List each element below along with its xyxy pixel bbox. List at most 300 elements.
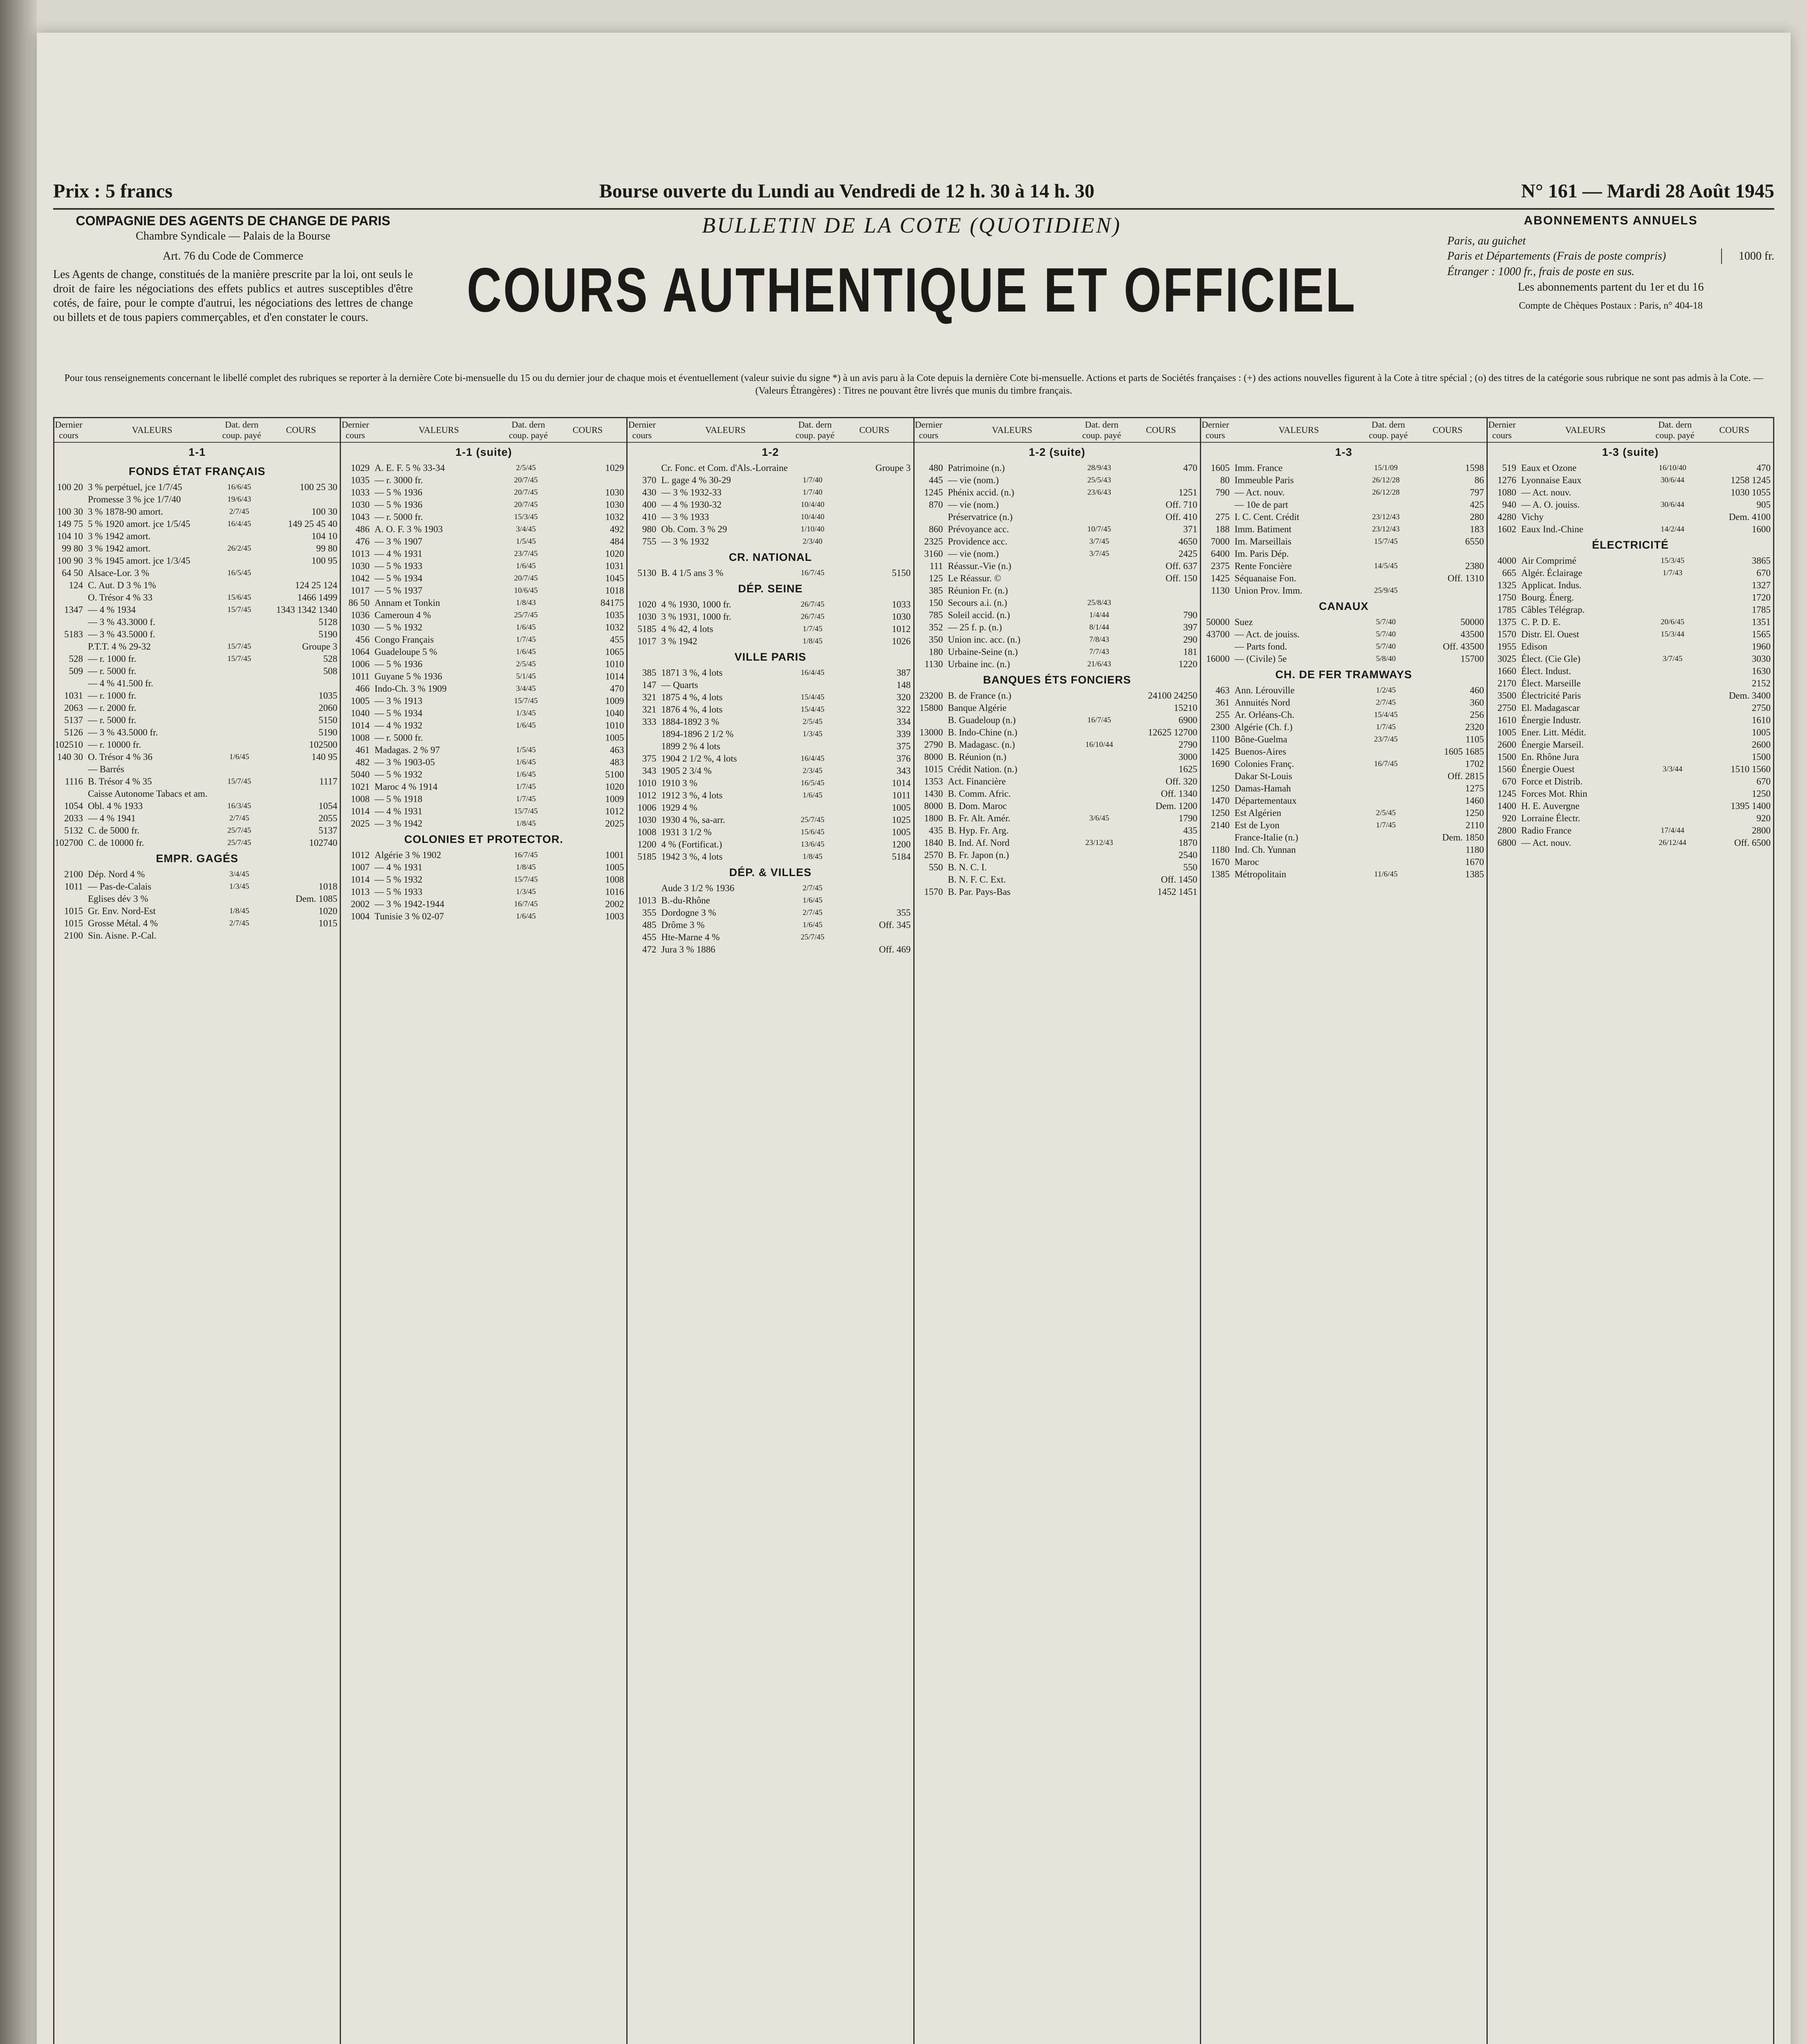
security-name: Soleil accid. (n.)	[948, 610, 1010, 620]
last-price: 361	[1215, 697, 1230, 708]
table-row	[628, 851, 913, 863]
security-name: Ann. Lérouville	[1234, 685, 1295, 695]
quotation	[833, 894, 913, 907]
security-name: Séquanaise Fon.	[1234, 573, 1296, 583]
table-row	[341, 849, 626, 861]
security-name: C. de 10000 fr.	[88, 838, 144, 848]
quotation: 5150	[892, 568, 911, 578]
coupon-date: 2/7/45	[1376, 698, 1396, 707]
last-price	[54, 592, 85, 604]
coupon-date: 2/7/45	[229, 919, 249, 928]
column-header	[628, 418, 913, 443]
coupon-date: 1/7/40	[803, 488, 823, 497]
security-name: B. Guadeloup (n.)	[948, 715, 1016, 725]
last-price: 104 10	[57, 531, 83, 541]
coupon-date: 15/7/45	[227, 605, 251, 614]
table-row	[915, 597, 1200, 609]
coupon-date: 1/7/45	[516, 635, 536, 644]
coupon-date	[1652, 726, 1693, 739]
security-name: 3 % perpétuel, jce 1/7/45	[88, 482, 182, 492]
quotation: 1014	[605, 671, 624, 681]
last-price: 100 20	[57, 482, 83, 492]
table-row	[54, 690, 340, 702]
security-name: — 3 % 43.5000 f.	[88, 629, 155, 639]
security-name: — r. 3000 fr.	[374, 475, 423, 485]
security-name: B. Comm. Afric.	[948, 789, 1011, 799]
security-name: P.T.T. 4 % 29-32	[88, 641, 151, 652]
security-name: — 5 % 1934	[374, 708, 423, 718]
table-row	[54, 518, 340, 530]
table-row	[341, 769, 626, 781]
quotation: 790	[1183, 610, 1197, 620]
last-price: 80	[1220, 475, 1230, 485]
coupon-date: 16/7/45	[514, 851, 538, 859]
table-row	[341, 462, 626, 474]
security-name: Lyonnaise Eaux	[1521, 475, 1582, 485]
table-row	[915, 800, 1200, 812]
security-name: — 5 % 1933	[374, 887, 423, 897]
quotation: 1790	[1178, 813, 1197, 823]
last-price	[54, 677, 85, 690]
last-price: 2375	[1211, 561, 1230, 571]
coupon-date	[1365, 782, 1406, 795]
coupon-date: 5/1/45	[516, 672, 536, 681]
quotation: 2110	[1465, 820, 1484, 830]
coupon-date: 15/7/45	[227, 777, 251, 786]
table-row	[1488, 462, 1773, 474]
coupon-date: 15/3/45	[514, 513, 538, 521]
quotation: 322	[897, 704, 911, 715]
table-row	[54, 930, 340, 942]
last-price: 785	[929, 610, 943, 620]
table-row	[915, 523, 1200, 536]
quotation: 1031	[605, 561, 624, 571]
last-price: 2002	[351, 899, 370, 909]
table-row	[628, 486, 913, 499]
last-price: 188	[1215, 524, 1230, 534]
last-price: 1012	[351, 850, 370, 860]
last-price: 8000	[924, 801, 943, 811]
quotation: 492	[610, 524, 624, 534]
quotation: 470	[1183, 463, 1197, 473]
book-binding	[0, 0, 37, 2044]
table-row	[915, 658, 1200, 670]
table-row	[341, 886, 626, 898]
coupon-date: 1/6/45	[803, 791, 823, 800]
table-row	[1488, 567, 1773, 579]
quotation: 920	[1756, 813, 1771, 823]
last-price: 1013	[351, 887, 370, 897]
table-row	[341, 499, 626, 511]
table-row	[1201, 523, 1486, 536]
table-row	[341, 732, 626, 744]
table-row	[341, 695, 626, 707]
bulletin-title: BULLETIN DE LA COTE (QUOTIDIEN)	[702, 213, 1122, 238]
quotation: Off. 469	[879, 944, 911, 955]
last-price	[54, 616, 85, 628]
header-cours: COURS	[859, 425, 890, 435]
coupon-date: 1/8/43	[516, 598, 536, 607]
security-name: B. Hyp. Fr. Arg.	[948, 825, 1009, 836]
quotation: 1105	[1465, 734, 1484, 744]
quotation: 15700	[1460, 654, 1484, 664]
last-price: 755	[642, 536, 657, 547]
table-row	[628, 789, 913, 802]
last-price: 1430	[924, 789, 943, 799]
last-price: 1008	[351, 733, 370, 743]
quotation: 15210	[1174, 703, 1197, 713]
table-row	[341, 670, 626, 683]
last-price: 7000	[1211, 536, 1230, 547]
quotation	[260, 677, 340, 690]
quotation: 100 95	[311, 556, 338, 566]
last-price: 64 50	[62, 568, 83, 578]
header-valeurs: VALEURS	[992, 425, 1032, 435]
last-price: 2140	[1211, 820, 1230, 830]
header-date: Dat. dern coup. payé	[1082, 419, 1121, 440]
last-price: 1200	[637, 839, 657, 849]
last-price: 1180	[1211, 845, 1230, 855]
table-row	[1488, 739, 1773, 751]
security-name: Promesse 3 % jce 1/7/40	[88, 494, 181, 504]
quotation: Off. 1450	[1161, 874, 1197, 885]
quotation-column	[913, 418, 1200, 2044]
last-price: 100 30	[57, 507, 83, 517]
quotation: 2540	[1178, 850, 1197, 860]
quotation	[260, 493, 340, 506]
last-price: 445	[929, 475, 943, 485]
table-row	[341, 486, 626, 499]
last-price: 1500	[1497, 752, 1516, 762]
security-name: Réunion Fr. (n.)	[948, 585, 1008, 596]
quotation: 6550	[1465, 536, 1484, 547]
table-row	[1201, 548, 1486, 560]
table-row	[341, 707, 626, 719]
last-price: 5183	[64, 629, 83, 639]
coupon-date	[219, 555, 260, 567]
table-row	[54, 665, 340, 677]
table-row	[1201, 653, 1486, 665]
table-row	[1488, 702, 1773, 714]
table-row	[915, 486, 1200, 499]
coupon-date: 20/7/45	[514, 574, 538, 583]
table-row	[1488, 788, 1773, 800]
table-row	[54, 653, 340, 665]
coupon-date	[1365, 770, 1406, 782]
last-price: 1030	[351, 500, 370, 510]
header-date: Dat. dern coup. payé	[795, 419, 835, 440]
security-name: Caisse Autonome Tabacs et am.	[88, 789, 208, 799]
security-name: Colonies Franç.	[1234, 759, 1294, 769]
header-dernier: Dernier cours	[55, 419, 83, 440]
quotation: 256	[1470, 710, 1484, 720]
last-price: 99 80	[62, 543, 83, 554]
security-name: Gr. Env. Nord-Est	[88, 906, 156, 916]
quotation: 1030	[605, 487, 624, 498]
security-name: — 3 % 1942-1944	[374, 899, 444, 909]
postal-account: Compte de Chèques Postaux : Paris, n° 404-18	[1519, 300, 1703, 311]
quotation	[1406, 585, 1486, 597]
last-price: 1004	[351, 911, 370, 921]
table-row	[915, 825, 1200, 837]
security-name: Dakar St-Louis	[1234, 771, 1292, 781]
quotation: Dem. 1850	[1442, 832, 1484, 843]
subscriptions	[1447, 213, 1774, 312]
security-name: I. C. Cent. Crédit	[1234, 512, 1300, 522]
security-name: Rente Foncière	[1234, 561, 1292, 571]
security-name: B. Par. Pays-Bas	[948, 887, 1011, 897]
last-price: 1008	[637, 827, 657, 837]
coupon-date: 1/6/45	[516, 648, 536, 656]
quotation: 86	[1474, 475, 1484, 485]
header-dernier: Dernier cours	[1488, 419, 1516, 440]
table-row	[1488, 714, 1773, 726]
security-name: Im. Paris Dép.	[1234, 549, 1289, 559]
table-row	[1488, 665, 1773, 677]
table-row	[54, 788, 340, 800]
security-name: 4 % (Fortificat.)	[661, 839, 722, 849]
security-name: Énergie Industr.	[1521, 715, 1581, 725]
security-name: Prévoyance acc.	[948, 524, 1009, 534]
table-row	[915, 837, 1200, 849]
quotation-column	[626, 418, 913, 2044]
table-row	[1201, 697, 1486, 709]
quotation: 1030 1055	[1731, 487, 1771, 498]
table-row	[628, 679, 913, 691]
security-name: 3 % 1942 amort.	[88, 543, 151, 554]
quotation: 5137	[318, 825, 338, 836]
table-row	[1201, 770, 1486, 782]
coupon-date: 15/7/45	[227, 642, 251, 651]
coupon-date: 2/3/40	[803, 537, 823, 546]
security-name: C. de 5000 fr.	[88, 825, 139, 836]
security-name: Est Algérien	[1234, 808, 1282, 818]
table-row	[1201, 844, 1486, 856]
coupon-date	[1079, 825, 1120, 837]
last-price: 149 75	[57, 519, 83, 529]
table-row	[54, 493, 340, 506]
quotation: 360	[1470, 697, 1484, 708]
quotation: 320	[897, 692, 911, 702]
coupon-date: 1/7/40	[803, 476, 823, 484]
last-price: 333	[642, 717, 657, 727]
coupon-date	[1365, 831, 1406, 844]
quotation: 2790	[1178, 740, 1197, 750]
header-valeurs: VALEURS	[418, 425, 459, 435]
table-row	[341, 634, 626, 646]
coupon-date: 2/7/45	[803, 884, 823, 892]
quotation	[260, 868, 340, 881]
security-name: H. E. Auvergne	[1521, 801, 1580, 811]
table-row	[628, 623, 913, 635]
security-name: Le Réassur. ©	[948, 573, 1002, 583]
last-price: 1014	[351, 806, 370, 816]
last-price: 1660	[1497, 666, 1516, 676]
table-row	[915, 634, 1200, 646]
table-row	[1488, 499, 1773, 511]
header-valeurs: VALEURS	[132, 425, 173, 435]
security-name: O. Trésor 4 % 33	[88, 592, 152, 603]
coupon-date: 15/4/45	[800, 705, 825, 714]
table-row	[1488, 579, 1773, 592]
last-price	[54, 493, 85, 506]
table-row	[341, 898, 626, 910]
header-dernier: Dernier cours	[1202, 419, 1229, 440]
security-name: — r. 5000 fr.	[88, 715, 137, 725]
coupon-date: 16/6/45	[227, 483, 251, 491]
table-row	[341, 511, 626, 523]
last-price	[915, 511, 946, 523]
security-name: 1894-1896 2 1/2 %	[661, 729, 734, 739]
table-row	[915, 763, 1200, 775]
coupon-date: 15/4/45	[800, 693, 825, 702]
security-name: 1910 3 %	[661, 778, 697, 788]
table-row	[54, 800, 340, 812]
header-cours: COURS	[572, 425, 603, 435]
security-name: Congo Français	[374, 634, 434, 645]
security-name: — 3 % 43.5000 fr.	[88, 727, 158, 737]
coupon-date	[1652, 714, 1693, 726]
last-price: 1385	[1211, 869, 1230, 879]
security-name: — 4 % 1931	[374, 862, 423, 872]
table-row	[1488, 616, 1773, 628]
security-name: 1884-1892 3 %	[661, 717, 720, 727]
coupon-date	[1365, 795, 1406, 807]
last-price: 2300	[1211, 722, 1230, 732]
quotation: 483	[610, 757, 624, 767]
last-price: 1030	[637, 612, 657, 622]
table-row	[628, 567, 913, 579]
quotation-column	[53, 418, 340, 2044]
security-name: — vie (nom.)	[948, 500, 999, 510]
coupon-date: 16/7/45	[800, 569, 825, 577]
security-name: Banque Algérie	[948, 703, 1007, 713]
coupon-date	[1652, 592, 1693, 604]
table-row	[915, 874, 1200, 886]
security-name: Ob. Com. 3 % 29	[661, 524, 727, 534]
quotation: 1020	[605, 549, 624, 559]
table-row	[54, 506, 340, 518]
coupon-date	[792, 679, 833, 691]
subs-line-paris: Paris, au guichet	[1447, 234, 1526, 247]
column-header	[915, 418, 1200, 443]
last-price: 1012	[637, 790, 657, 800]
quotation-column	[1486, 418, 1774, 2044]
quotation	[260, 567, 340, 579]
table-row	[1201, 641, 1486, 653]
quotation: 100 25 30	[300, 482, 338, 492]
security-name: Alsace-Lor. 3 %	[88, 568, 150, 578]
security-name: 1904 2 1/2 %, 4 lots	[661, 753, 737, 764]
quotation: 797	[1470, 487, 1484, 498]
security-name: — Act. nouv.	[1521, 838, 1572, 848]
table-row	[1488, 474, 1773, 486]
last-price: 2063	[64, 703, 83, 713]
last-price: 2025	[351, 818, 370, 829]
security-name: Immeuble Paris	[1234, 475, 1294, 485]
security-name: — 3 % 1932	[661, 536, 709, 547]
last-price: 1005	[351, 696, 370, 706]
last-price: 1840	[924, 838, 943, 848]
quotation: 343	[897, 766, 911, 776]
table-row	[341, 781, 626, 793]
quotation: 1600	[1752, 524, 1771, 534]
last-price: 1130	[924, 659, 943, 669]
table-row	[54, 530, 340, 542]
table-row	[341, 818, 626, 830]
quotation: Off. 637	[1166, 561, 1197, 571]
table-row	[915, 726, 1200, 739]
quotation: 1011	[892, 790, 911, 800]
coupon-date	[219, 702, 260, 714]
coupon-date: 15/6/45	[227, 593, 251, 602]
last-price: 1800	[924, 813, 943, 823]
coupon-date	[1652, 511, 1693, 523]
last-price: 111	[929, 561, 943, 571]
quotation: 670	[1756, 776, 1771, 787]
quotation: 484	[610, 536, 624, 547]
coupon-date: 13/6/45	[800, 840, 825, 849]
coupon-date	[792, 802, 833, 814]
last-price: 480	[929, 463, 943, 473]
last-price: 920	[1502, 813, 1516, 823]
table-row	[341, 536, 626, 548]
coupon-date: 15/1/09	[1374, 464, 1398, 472]
security-name: Cr. Fonc. et Com. d'Als.-Lorraine	[661, 463, 788, 473]
security-name: Radio France	[1521, 825, 1572, 836]
security-name: — 3 % 1932-33	[661, 487, 722, 498]
quotation: 1018	[318, 881, 338, 892]
security-name: — r. 5000 fr.	[88, 666, 137, 676]
coupon-date: 20/7/45	[514, 488, 538, 497]
section-title: EMPR. GAGÉS	[156, 852, 238, 865]
opening-hours: Bourse ouverte du Lundi au Vendredi de 12 h. 30 à 14 h. 30	[599, 180, 1095, 202]
table-row	[1201, 536, 1486, 548]
section-title: FONDS ÉTAT FRANÇAIS	[128, 465, 266, 477]
coupon-date: 1/7/45	[516, 782, 536, 791]
coupon-date: 26/12/44	[1659, 838, 1686, 847]
last-price	[628, 740, 659, 753]
quotation: 387	[897, 668, 911, 678]
last-price: 1245	[924, 487, 943, 498]
last-price: 980	[642, 524, 657, 534]
table-row	[341, 572, 626, 585]
coupon-date	[1652, 788, 1693, 800]
coupon-date: 7/8/43	[1089, 635, 1109, 644]
security-name: — 4 % 1941	[88, 813, 136, 823]
coupon-date	[1079, 788, 1120, 800]
security-name: — Pas-de-Calais	[88, 881, 152, 892]
group-code: 1-1	[188, 446, 206, 458]
last-price: 100 90	[57, 556, 83, 566]
coupon-date	[792, 462, 833, 474]
last-price: 2790	[924, 740, 943, 750]
table-row	[1488, 555, 1773, 567]
quotation: 1565	[1752, 629, 1771, 639]
security-name: — r. 1000 fr.	[88, 654, 137, 664]
security-name: Imm. Batiment	[1234, 524, 1291, 534]
coupon-date: 23/12/43	[1372, 525, 1400, 533]
coupon-date	[1652, 775, 1693, 788]
header-cours: COURS	[1146, 425, 1176, 435]
subs-line-departements: Paris et Départements (Frais de poste compris)	[1447, 250, 1666, 263]
coupon-date: 2/5/45	[516, 660, 536, 668]
coupon-date	[1652, 604, 1693, 616]
table-row	[341, 646, 626, 658]
masthead	[53, 213, 1774, 368]
last-price: 472	[642, 944, 657, 955]
table-row	[341, 585, 626, 597]
